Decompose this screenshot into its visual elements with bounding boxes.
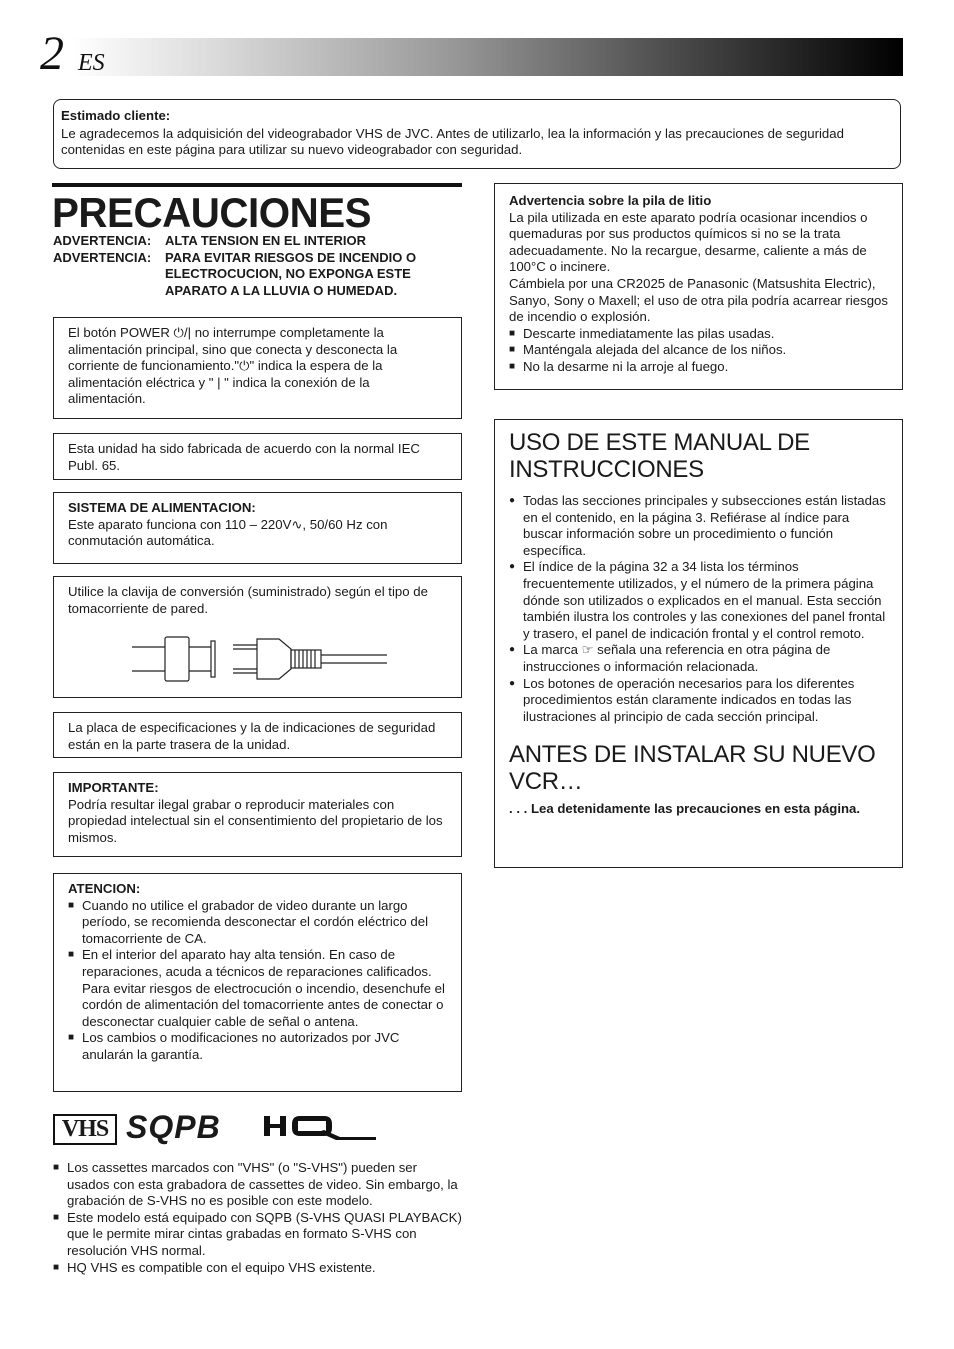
list-item: ● El índice de la página 32 a 34 lista los términos frecuentemente utilizados, y el número de la primera página dónde son utilizados o explicados en el manual. Esta sección también ilustra los controles y las conexiones del panel frontal y trasero, el panel de indicación frontal y el control remoto. [509,559,888,642]
list-item: ■ Descarte inmediatamente las pilas usadas. [509,326,888,343]
manual-use-box [494,419,903,868]
lithium-text: La pila utilizada en este aparato podría ocasionar incendios o quemaduras por sus productos químicos si no se la trata adecuadamente. No la recargue, desarme, caliente a más de 100°C o incinere. Cámbiela por una CR2025 de Panasonic (Matsushita Electric), Sanyo, Sony o Maxell; el uso de otra pila podría acarrear riesgos de incendio o explosión. [509,209,888,325]
list-item: ● Todas las secciones principales y subsecciones están listadas en el contenido, en la página 3. Refiérase al índice para buscar información sobre un procedimiento o función específica. [509,493,888,559]
warning-row [53,250,453,300]
list-item: ■ Los cassettes marcados con "VHS" (o "S-VHS") pueden ser usados con esta grabadora de cassettes de video. Sin embargo, la grabación de S-VHS no es posible con este modelo. [53,1160,463,1210]
precautions-heading [52,183,462,237]
power-system-title: SISTEMA DE ALIMENTACION: [68,500,256,515]
header-gradient-bar [72,38,903,76]
list-item: ■ No la desarme ni la arroje al fuego. [509,359,888,376]
list-item: ■ Manténgala alejada del alcance de los niños. [509,342,888,359]
important-text: Podría resultar ilegal grabar o reproducir materiales con propiedad intelectual sin el consentimiento del propietario de los mismos. [68,796,443,845]
sqpb-logo: SQPB [126,1109,221,1145]
rating-plate-text: La placa de especificaciones y la de indicaciones de seguridad están en la parte trasera de la unidad. [68,720,436,752]
list-item: ■ Los cambios o modificaciones no autorizados por JVC anularán la garantía. [68,1030,447,1063]
before-install-text: . . . Lea detenidamente las precauciones en esta página. [509,801,861,817]
manual-use-heading: USO DE ESTE MANUAL DE INSTRUCCIONES [509,429,810,483]
intro-title: Estimado cliente: [61,108,171,123]
intro-text: Le agradecemos la adquisición del videograbador VHS de JVC. Antes de utilizarlo, lea la información y las precauciones de seguridad contenidas en este página para utilizar su nuevo videograbador con seguridad. [61,125,844,158]
lithium-list [509,326,888,376]
cassette-notes [53,1160,463,1276]
rating-plate-box [53,712,462,758]
page-title: PRECAUCIONES [52,189,372,236]
power-button-text: El botón POWER ⏻/| no interrumpe completamente la alimentación principal, sino que conecta y desconecta la corriente de funcionamiento."⏻" indica la espera de la alimentación eléctrica y " | " indica la conexión de la alimentación. [68,325,398,407]
plug-text: Utilice la clavija de conversión (suministrado) según el tipo de tomacorriente de pared. [68,584,428,616]
important-title: IMPORTANTE: [68,780,159,795]
attention-title: ATENCION: [68,881,141,896]
power-button-box [53,317,462,419]
iec-text: Esta unidad ha sido fabricada de acuerdo con la normal IEC Publ. 65. [68,441,420,473]
warning-label: ADVERTENCIA: [53,233,152,248]
intro-box [53,99,901,169]
list-item: ● Los botones de operación necesarios para los diferentes procedimientos están claramente indicados en todas las ilustraciones al principio de cada sección principal. [509,676,888,726]
language-code: ES [78,50,105,76]
plug-box [53,576,462,698]
list-item: ● La marca ☞ señala una referencia en otra página de instrucciones o información relacionada. [509,642,888,675]
manual-use-list [509,493,888,725]
list-item: ■ Cuando no utilice el grabador de video durante un largo período, se recomienda desconectar el cordón eléctrico del tomacorriente de CA. [68,898,447,948]
warnings-block [53,233,453,299]
vhs-logo: VHS [53,1114,117,1145]
iec-box [53,433,462,480]
plug-adapter-illustration [129,633,399,687]
cassette-list [53,1160,463,1276]
attention-box [53,873,462,1092]
list-item: ■ HQ VHS es compatible con el equipo VHS existente. [53,1260,463,1277]
warning-text: PARA EVITAR RIESGOS DE INCENDIO O ELECTROCUCION, NO EXPONGA ESTE APARATO A LA LLUVIA O HUMEDAD. [165,249,417,298]
important-box [53,772,462,857]
warning-row [53,233,453,250]
attention-list [68,898,447,1064]
warning-label: ADVERTENCIA: [53,249,152,265]
before-install-heading: ANTES DE INSTALAR SU NUEVO VCR… [509,741,876,796]
warning-text: ALTA TENSION EN EL INTERIOR [165,233,367,248]
power-system-text: Este aparato funciona con 110 – 220V∿, 50/60 Hz con conmutación automática. [68,516,388,549]
hq-logo [262,1112,382,1142]
page-number: 2 [40,27,64,80]
list-item: ■ Este modelo está equipado con SQPB (S-VHS QUASI PLAYBACK) que le permite mirar cintas grabadas en formato S-VHS con resolución VHS normal. [53,1210,463,1260]
lithium-title: Advertencia sobre la pila de litio [509,193,712,208]
power-system-box [53,492,462,564]
lithium-battery-box [494,183,903,390]
list-item: ■ En el interior del aparato hay alta tensión. En caso de reparaciones, acuda a técnicos de reparaciones calificados. Para evitar riesgos de electrocución o incendio, desenchufe el cordón de alimentación del tomacorriente antes de conectar o desconectar cualquier cable de señal o antena. [68,947,447,1030]
